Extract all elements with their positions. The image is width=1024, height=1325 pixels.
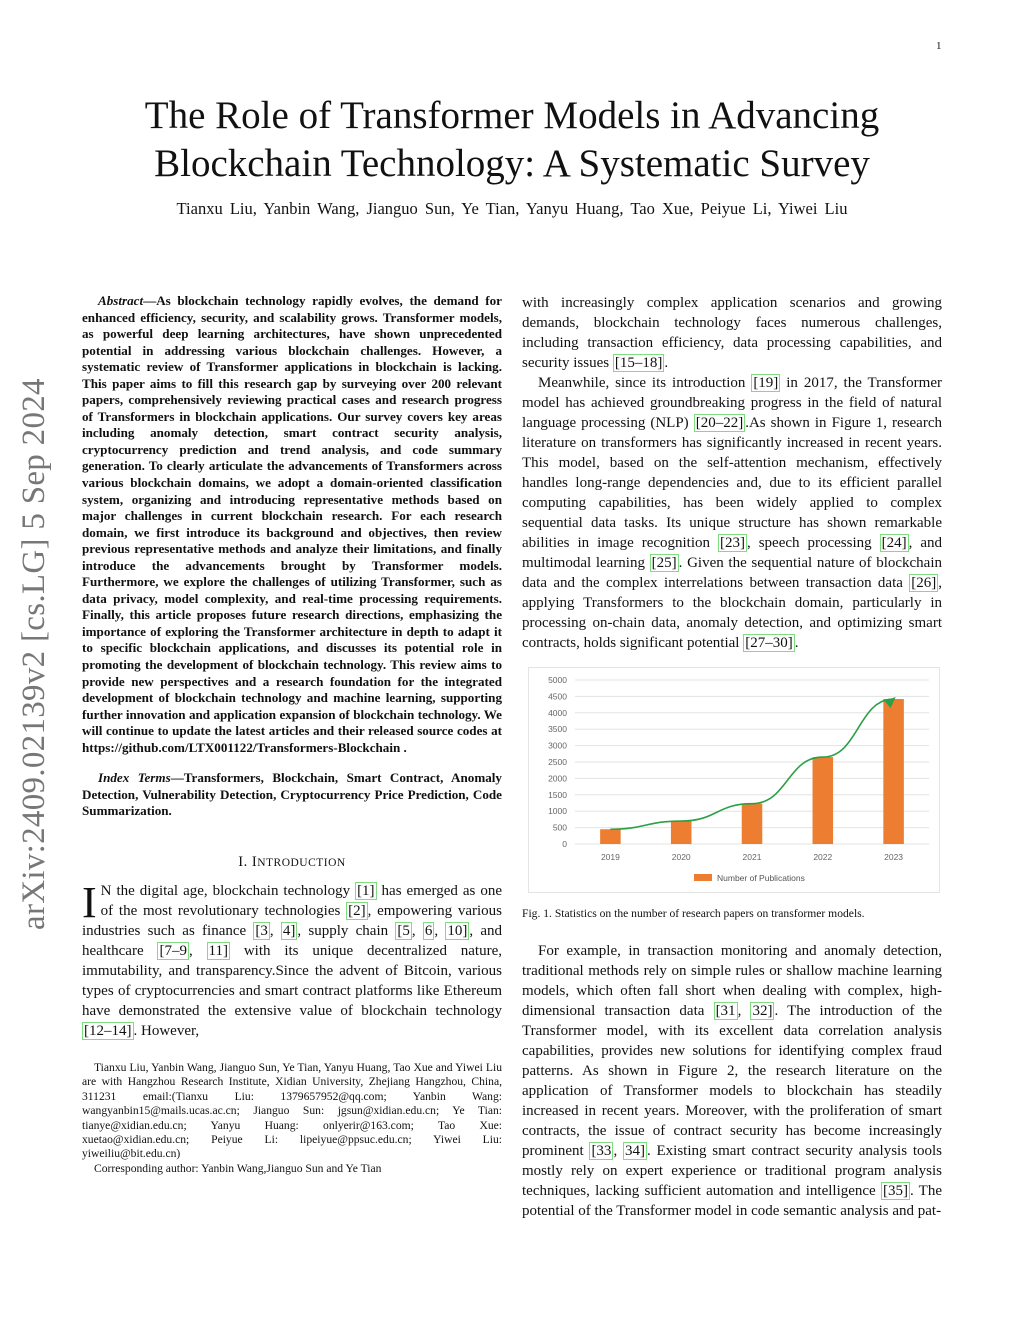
paper-title xyxy=(90,92,934,188)
corresponding-author-footnote: Corresponding author: Yanbin Wang,Jianguo Sun and Ye Tian xyxy=(94,1161,382,1175)
x-tick-label: 2022 xyxy=(813,852,833,862)
citation-link[interactable]: 11] xyxy=(208,942,228,959)
citation-link[interactable]: [1] xyxy=(357,882,375,899)
abstract-label: Abstract xyxy=(98,293,144,308)
intro-paragraph: I N the digital age, blockchain technology [1] has emerged as one of the most revolutionary technologies [2] , empowering various industries such as finance [3 , 4] , supply chain [5 , 6 , 10] , and healthcare [7–9 , 11] with its unique decentralized nature, immutability, and transparency.Since the advent of Bitcoin, various types of cryptocurrencies and smart contract platforms like Ethereum have demonstrated the extensive value of blockchain technology [12–14] . However, xyxy=(82,877,503,1039)
title-line-2: Blockchain Technology: A Systematic Survey xyxy=(154,142,870,185)
publications-bar-chart xyxy=(529,668,939,892)
drop-cap: I xyxy=(82,877,97,927)
citation-link[interactable]: [20–22] xyxy=(695,415,744,431)
title-line-1: The Role of Transformer Models in Advancing xyxy=(144,94,880,137)
x-tick-label: 2020 xyxy=(671,852,691,862)
y-tick-label: 3000 xyxy=(548,740,567,751)
author-affiliation-footnote: Tianxu Liu, Yanbin Wang, Jianguo Sun, Ye Tian, Yanyu Huang, Tao Xue and Yiwei Liu are with Hangzhou Research Institute, Xidian University, Zhejiang Hangzhou, China, 311231 email:(Tianxu Liu: 1379657952@qq.com; Yanbin Wang: wangyanbin15@mails.ucas.ac.cn; Jianguo Sun: jgsun@xidian.edu.cn; Ye Tian: tianye@xidian.edu.cn; Yanyu Huang: onlyerir@163.com; Tao Xue: xuetao@xidian.edu.cn; Peiyue Li: lipeiyue@ppsuc.edu.cn; Yiwei Liu: yiweiliu@bit.edu.cn) xyxy=(82,1060,502,1161)
figure-1-caption: Fig. 1. Statistics on the number of research papers on transformer models. xyxy=(522,907,865,920)
citation-link[interactable]: [3 xyxy=(255,922,268,939)
citation-link[interactable]: [15–18] xyxy=(614,355,663,371)
abstract xyxy=(82,293,502,756)
x-tick-label: 2023 xyxy=(884,852,904,862)
index-terms-text: —Transformers, Blockchain, Smart Contract, Anomaly Detection, Vulnerability Detection, Cryptocurrency Price Prediction, Code Summarization. xyxy=(82,770,502,819)
citation-link[interactable]: [2] xyxy=(348,902,366,919)
citation-link[interactable]: [31 xyxy=(715,1003,736,1019)
citation-link[interactable]: [25] xyxy=(651,555,677,571)
index-terms-label: Index Terms xyxy=(98,770,171,786)
x-tick-label: 2019 xyxy=(600,852,620,862)
right-column xyxy=(522,293,942,1221)
abstract-text: —As blockchain technology rapidly evolves, the demand for enhanced efficiency, security, and scalability grows. Transformer models, as powerful deep learning architectures, have shown unprecedented potential in addressing various blockchain challenges. However, a systematic review of Transformer applications in blockchain is lacking. This paper aims to fill this research gap by surveying over 200 relevant papers, comprehensively reviewing practical cases and research progress of Transformers in blockchain applications. Our survey covers key areas including anomaly detection, smart contract security analysis, cryptocurrency prediction and trend analysis, and code summary generation. To clearly articulate the advancements of Transformers across various blockchain domains, we adopt a domain-oriented classification system, organizing and introducing representative methods based on major challenges in current blockchain research. For each research domain, we first introduce its background and objectives, then review previous representative methods and analyze their limitations, and finally introduce the advancements brought by Transformer models. Furthermore, we explore the challenges of utilizing Transformer, such as data privacy, model complexity, and real-time processing requirements. Finally, this article proposes future research directions, emphasizing the importance of exploring the Transformer architecture in depth to adapt it to specific blockchain applications, and discusses its potential role in promoting the development of blockchain technology. This review aims to provide new perspectives and a research foundation for the integrated development of blockchain technology and machine learning, supporting further innovation and application expansion of blockchain technology. We will continue to update the latest articles and their released source codes at https://github.com/LTX001122/Transformers-Blockchain . xyxy=(82,293,502,755)
citation-link[interactable]: [24] xyxy=(881,535,907,551)
citation-link[interactable]: 34] xyxy=(624,1143,645,1159)
x-tick-label: 2021 xyxy=(742,852,762,862)
left-column xyxy=(82,293,502,1176)
figure-1-chart xyxy=(528,667,940,893)
legend-label: Number of Publications xyxy=(717,873,805,883)
bar-2021 xyxy=(742,804,763,844)
citation-link[interactable]: 10] xyxy=(447,922,468,939)
y-tick-label: 1000 xyxy=(548,806,567,817)
citation-link[interactable]: [12–14] xyxy=(84,1022,132,1039)
citation-link[interactable]: [19] xyxy=(753,375,779,391)
bar-2023 xyxy=(883,699,904,844)
paragraph-anomaly-detection: For example, in transaction monitoring and anomaly detection, traditional methods rely on simple rules or shallow machine learning models, which often fall short when dealing with complex, high-dimensional transaction data [31 , 32] . The introduction of the Transformer model, with its excellent data correlation analysis capabilities, provides new solutions for identifying complex fraud patterns. As shown in Figure 2, the research literature on the application of Transformer models to blockchain has steadily increased in recent years. Moreover, with the proliferation of smart contracts, the issue of contract security has become increasingly prominent [33 , 34] . Existing smart contract security analysis tools mostly rely on expert experience or traditional program analysis techniques, lacking sufficient automation and intelligence [35] . The potential of the Transformer model in code semantic analysis and pat- xyxy=(522,943,942,1219)
y-tick-label: 4000 xyxy=(548,707,567,718)
citation-link[interactable]: 4] xyxy=(282,922,296,939)
y-tick-label: 1500 xyxy=(548,789,567,800)
arxiv-identifier: arXiv:2409.02139v2 [cs.LG] 5 Sep 2024 xyxy=(16,378,52,930)
y-tick-label: 4500 xyxy=(548,691,567,702)
citation-link[interactable]: [33 xyxy=(591,1143,612,1159)
section-heading-introduction: I. INTRODUCTION xyxy=(238,853,346,870)
bar-2022 xyxy=(813,757,834,844)
y-tick-label: 2500 xyxy=(548,757,567,767)
index-terms xyxy=(82,770,502,820)
y-tick-label: 3500 xyxy=(548,724,567,735)
citation-link[interactable]: [7–9 xyxy=(159,942,187,959)
author-list: Tianxu Liu, Yanbin Wang, Jianguo Sun, Ye Tian, Yanyu Huang, Tao Xue, Peiyue Li, Yiwei Liu xyxy=(176,199,848,218)
citation-link[interactable]: [23] xyxy=(720,535,745,551)
bar-2019 xyxy=(600,829,621,844)
bar-2020 xyxy=(671,821,692,844)
y-tick-label: 500 xyxy=(552,822,567,833)
citation-link[interactable]: 32] xyxy=(752,1003,773,1019)
citation-link[interactable]: [27–30] xyxy=(745,635,793,651)
page-number: 1 xyxy=(936,40,942,52)
y-tick-label: 0 xyxy=(562,839,567,849)
citation-link[interactable]: 6 xyxy=(424,922,433,939)
paragraph-challenges: with increasingly complex application scenarios and growing demands, blockchain technology faces numerous challenges, including transaction efficiency, data processing capabilities, and security issues [15–18] . xyxy=(522,295,942,371)
citation-link[interactable]: [35] xyxy=(882,1183,908,1199)
y-tick-label: 2000 xyxy=(548,773,567,784)
citation-link[interactable]: [5 xyxy=(397,922,410,939)
y-tick-label: 5000 xyxy=(548,675,567,685)
legend-swatch xyxy=(694,874,712,881)
citation-link[interactable]: [26] xyxy=(911,575,937,591)
paragraph-transformer-intro: Meanwhile, since its introduction [19] in 2017, the Transformer model has achieved groundbreaking progress in the field of natural language processing (NLP) [20–22] .As shown in Figure 1, research literature on transformers has significantly increased in recent years. This model, based on the self-attention mechanism, effectively handles long-range dependencies and, due to its efficient parallel computing capabilities, has been widely applied to complex sequential data tasks. Its unique structure has shown remarkable abilities in image recognition [23] , speech processing [24] , and multimodal learning [25] . Given the sequential nature of blockchain data and the complex interrelations between transaction data [26] , applying Transformers to the blockchain domain, particularly in processing on-chain data, anomaly detection, and optimizing smart contracts, holds significant potential [27–30] . xyxy=(522,375,943,651)
